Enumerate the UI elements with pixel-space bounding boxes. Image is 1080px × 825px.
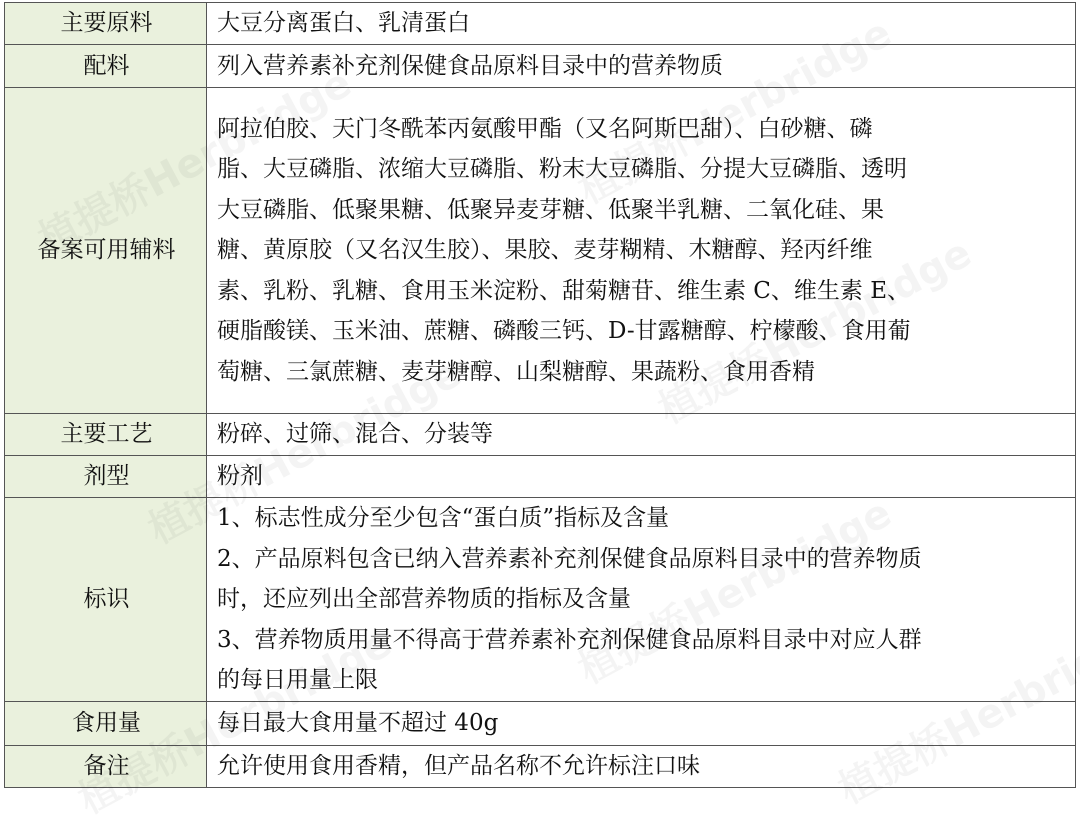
row-value: [207, 88, 1076, 414]
row-label: 主要原料: [5, 3, 207, 45]
row-value-line: 允许使用食用香精，但产品名称不允许标注口味: [217, 753, 700, 779]
row-value: [207, 746, 1076, 788]
row-value: [207, 498, 1076, 702]
table-row: [5, 45, 1076, 88]
row-value: [207, 45, 1076, 88]
row-value-line: 萄糖、三氯蔗糖、麦芽糖醇、山梨糖醇、果蔬粉、食用香精: [217, 358, 815, 385]
row-label: 备注: [5, 746, 207, 788]
table-row: [5, 3, 1076, 45]
table-row: [5, 702, 1076, 746]
row-value-line: 每日最大食用量不超过 40g: [217, 710, 499, 736]
row-value-line: 的每日用量上限: [217, 667, 378, 694]
row-label: 配料: [5, 45, 207, 88]
row-label: 备案可用辅料: [5, 88, 207, 414]
row-value: [207, 702, 1076, 746]
row-value-line: 列入营养素补充剂保健食品原料目录中的营养物质: [217, 52, 723, 79]
spec-table-body: [5, 3, 1076, 788]
table-row: [5, 88, 1076, 414]
row-value-line: 大豆磷脂、低聚果糖、低聚异麦芽糖、低聚半乳糖、二氧化硅、果: [217, 196, 884, 223]
row-label: 食用量: [5, 702, 207, 746]
row-value-line: 2、产品原料包含已纳入营养素补充剂保健食品原料目录中的营养物质: [217, 545, 922, 572]
row-value: [207, 456, 1076, 498]
row-value-line: 阿拉伯胶、天门冬酰苯丙氨酸甲酯（又名阿斯巴甜）、白砂糖、磷: [217, 115, 873, 142]
row-value-line: 1、标志性成分至少包含“蛋白质”指标及含量: [217, 505, 670, 532]
row-value-line: 脂、大豆磷脂、浓缩大豆磷脂、粉末大豆磷脂、分提大豆磷脂、透明: [217, 156, 907, 183]
table-row: [5, 746, 1076, 788]
row-label: 主要工艺: [5, 414, 207, 456]
row-value-line: 硬脂酸镁、玉米油、蔗糖、磷酸三钙、D-甘露糖醇、柠檬酸、食用葡: [217, 318, 911, 345]
table-row: [5, 414, 1076, 456]
spec-table: [4, 2, 1076, 788]
row-value-line: 糖、黄原胶（又名汉生胶）、果胶、麦芽糊精、木糖醇、羟丙纤维: [217, 237, 873, 264]
row-value-line: 大豆分离蛋白、乳清蛋白: [217, 10, 470, 36]
row-value: [207, 414, 1076, 456]
row-value-line: 素、乳粉、乳糖、食用玉米淀粉、甜菊糖苷、维生素 C、维生素 E、: [217, 277, 911, 304]
table-row: [5, 498, 1076, 702]
row-value-line: 时，还应列出全部营养物质的指标及含量: [217, 586, 631, 613]
row-label: 标识: [5, 498, 207, 702]
row-value: [207, 3, 1076, 45]
row-value-line: 粉剂: [217, 463, 263, 489]
row-value-line: 粉碎、过筛、混合、分装等: [217, 421, 493, 447]
row-label: 剂型: [5, 456, 207, 498]
table-row: [5, 456, 1076, 498]
row-value-line: 3、营养物质用量不得高于营养素补充剂保健食品原料目录中对应人群: [217, 626, 922, 653]
